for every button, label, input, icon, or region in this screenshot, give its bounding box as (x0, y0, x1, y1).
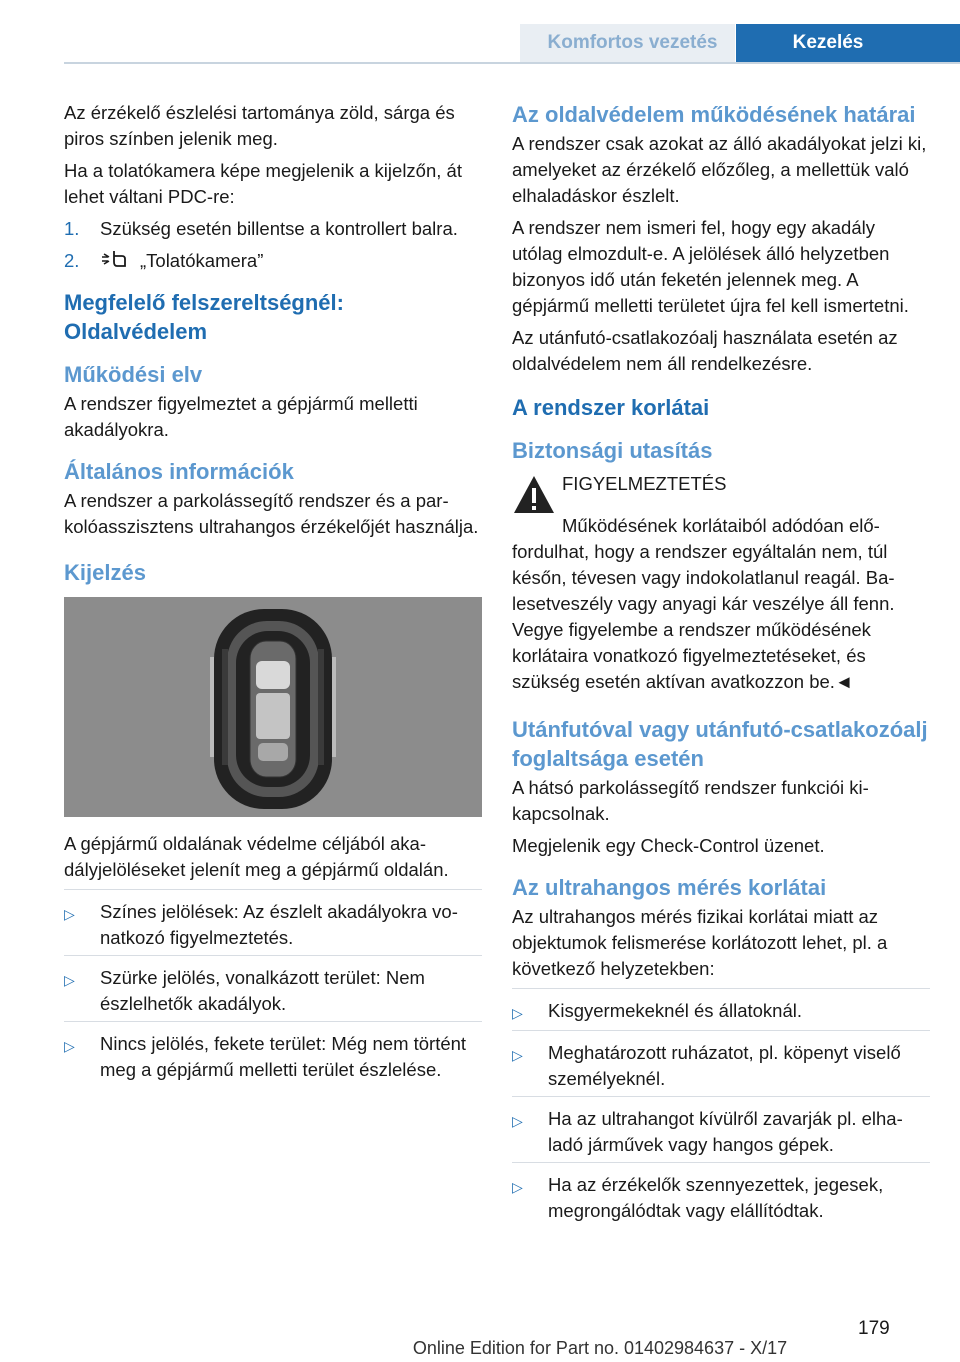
header-current-tab: Kezelés (736, 24, 960, 62)
equipment-heading: Megfelelő felszereltségnél: Oldalvédelem (64, 290, 344, 344)
step-number: 2. (64, 250, 80, 271)
step-text: „Tolatókamera” (140, 250, 264, 271)
camera-switch-text: Ha a tolatókamera képe megjelenik a kijelzőn, át lehet váltani PDC-re: (64, 160, 462, 207)
general-heading: Általános információk (64, 459, 294, 484)
warning-text: Működésének korlátaiból adódóan előfordulhat, hogy a rendszer egyáltalán nem, túl későn, tévesen vagy indokolatlanul reagál. Balesetveszély vagy anyagi kár veszélye áll fenn. Vegye figyelembe a rendszer működésének korlátaira vonatkozó figyelmeztetéseket, és szükség esetén aktívan avatkozzon be.◄ (512, 515, 895, 692)
triangle-bullet-icon: ▷ (64, 906, 75, 922)
ultrasonic-list (512, 988, 930, 1228)
step-number: 1. (64, 218, 80, 239)
list-item-text: Színes jelölések: Az észlelt akadályokra vonatkozó figyelmeztetés. (100, 901, 458, 948)
side-protection-figure (64, 597, 482, 817)
safety-heading: Biztonsági utasítás (512, 438, 713, 463)
system-limits-heading: A rendszer korlátai (512, 395, 710, 420)
parking-sensor-icon (100, 248, 130, 270)
header-rule (64, 62, 960, 64)
right-column (512, 100, 930, 1238)
page-number: 179 (858, 1318, 890, 1339)
list-item (512, 1162, 930, 1228)
list-item (64, 955, 482, 1021)
list-item-text: Meghatározott ruházatot, pl. köpenyt viselő személyeknél. (548, 1042, 901, 1089)
limits-text-3: Az utánfutó-csatlakozóalj használata esetén az oldalvédelem nem áll rendelkezésre. (512, 327, 898, 374)
warning-block (512, 471, 930, 517)
limits-text-1: A rendszer csak azokat az álló akadályokat jelzi ki, amelyeket az érzékelő előzőleg, a mellettük való elhaladáskor észlelt. (512, 133, 927, 206)
list-item-text: Ha az érzékelők szennyezettek, jegesek, megrongálódtak vagy elállítódtak. (548, 1174, 884, 1221)
triangle-bullet-icon: ▷ (64, 972, 75, 988)
display-text: A gépjármű oldalának védelme céljából akadályjelöléseket jelenít meg a gépjármű oldalán. (64, 833, 449, 880)
limits-function-heading: Az oldalvédelem működésének határai (512, 102, 916, 127)
step-item (64, 248, 482, 274)
trailer-heading: Utánfutóval vagy utánfutó-csatlakozóalj foglaltsága esetén (512, 717, 928, 771)
principle-text: A rendszer figyelmeztet a gépjármű melletti akadályokra. (64, 393, 418, 440)
list-item-text: Kisgyermekeknél és állatoknál. (548, 1000, 802, 1021)
triangle-bullet-icon: ▷ (512, 1113, 523, 1129)
sensor-range-text: Az érzékelő észlelési tartománya zöld, sárga és piros színben jelenik meg. (64, 102, 455, 149)
step-item (64, 216, 482, 242)
list-item (512, 1030, 930, 1096)
edition-footer: Online Edition for Part no. 01402984637 - X/17 (412, 1338, 788, 1358)
list-item (64, 1021, 482, 1087)
triangle-bullet-icon: ▷ (512, 1005, 523, 1021)
triangle-bullet-icon: ▷ (512, 1047, 523, 1063)
limits-text-2: A rendszer nem ismeri fel, hogy egy akadály utólag elmozdult-e. A jelölések álló helyzetben bizonyos idő után feketén jelennek meg. A gépjármű melletti területet újra fel kell ismertetni. (512, 217, 909, 316)
triangle-bullet-icon: ▷ (64, 1038, 75, 1054)
general-text: A rendszer a parkolássegítő rendszer és a parkolóasszisztens ultrahangos érzékelőjét használja. (64, 490, 479, 537)
trailer-text-2: Megjelenik egy Check-Control üzenet. (512, 835, 825, 856)
header-section-tab: Komfortos vezetés (520, 24, 735, 62)
left-column (64, 100, 482, 1097)
triangle-bullet-icon: ▷ (512, 1179, 523, 1195)
list-item (512, 1096, 930, 1162)
list-item-text: Ha az ultrahangot kívülről zavarják pl. elhaladó járművek vagy hangos gépek. (548, 1108, 903, 1155)
list-item-text: Nincs jelölés, fekete terület: Még nem történt meg a gépjármű melletti terület észlelése. (100, 1033, 467, 1080)
list-item (512, 988, 930, 1030)
display-heading: Kijelzés (64, 560, 146, 585)
step-text: Szükség esetén billentse a kontrollert balra. (100, 218, 458, 239)
trailer-text-1: A hátsó parkolássegítő rendszer funkciói kikapcsolnak. (512, 777, 869, 824)
list-item-text: Szürke jelölés, vonalkázott terület: Nem észlelhetők akadályok. (100, 967, 425, 1014)
side-protection-illustration (64, 597, 482, 817)
ultrasonic-heading: Az ultrahangos mérés korlátai (512, 875, 827, 900)
ultrasonic-text: Az ultrahangos mérés fizikai korlátai miatt az objektumok felismerése korlátozott lehet, pl. a következő helyzetekben: (512, 906, 888, 979)
marker-list (64, 889, 482, 1087)
list-item (64, 889, 482, 955)
warning-title: FIGYELMEZTETÉS (562, 473, 727, 494)
warning-triangle-icon (512, 473, 556, 517)
principle-heading: Működési elv (64, 362, 203, 387)
